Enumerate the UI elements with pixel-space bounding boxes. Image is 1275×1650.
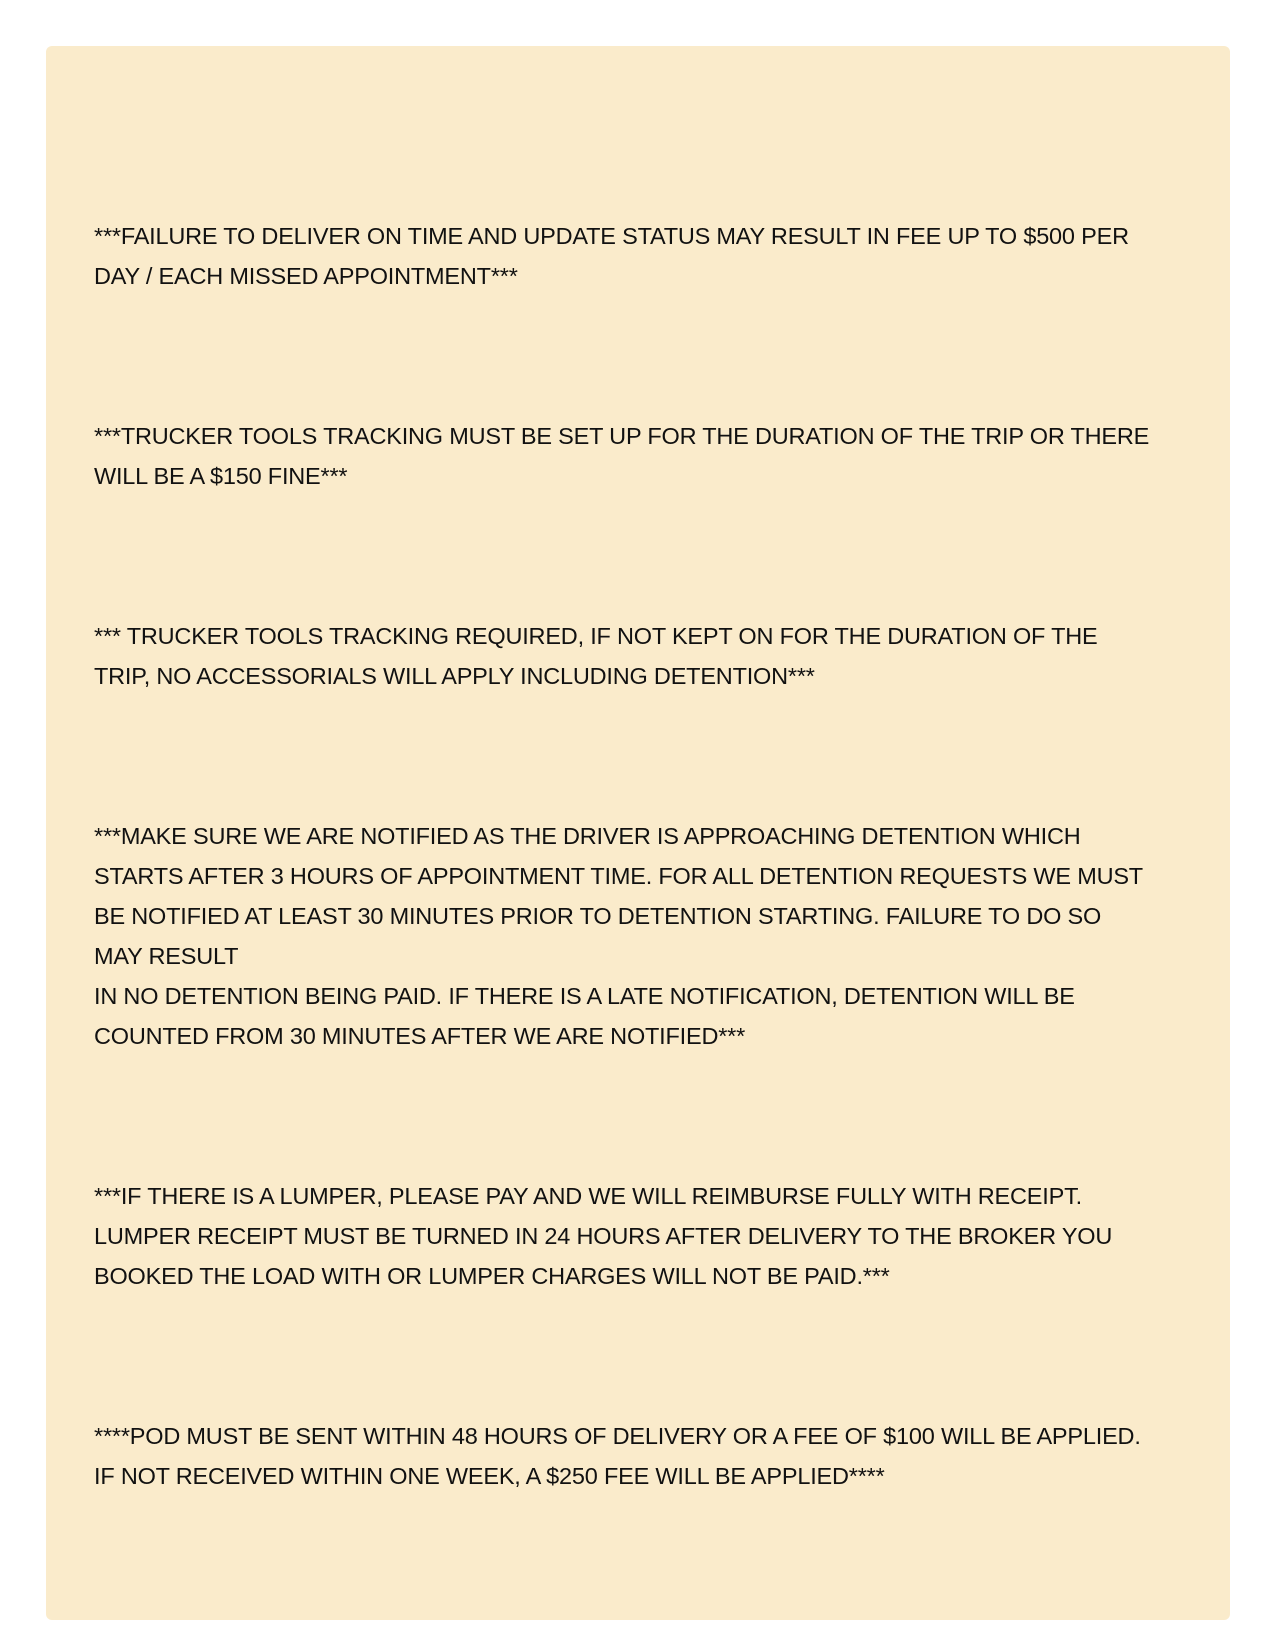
notice-line: ****POD MUST BE SENT WITHIN 48 HOURS OF DELIVERY OR A FEE OF $100 WILL BE APPLIED. bbox=[94, 1423, 1141, 1449]
notice-line: ***MAKE SURE WE ARE NOTIFIED AS THE DRIVER IS APPROACHING DETENTION WHICH bbox=[94, 823, 1081, 849]
notice-line: BE NOTIFIED AT LEAST 30 MINUTES PRIOR TO DETENTION STARTING. FAILURE TO DO SO bbox=[94, 903, 1102, 929]
notice-line: DAY / EACH MISSED APPOINTMENT*** bbox=[94, 263, 518, 289]
notice-line: MAY RESULT bbox=[94, 943, 239, 969]
notice-line: *** TRUCKER TOOLS TRACKING REQUIRED, IF NOT KEPT ON FOR THE DURATION OF THE bbox=[94, 623, 1098, 649]
notice-line: STARTS AFTER 3 HOURS OF APPOINTMENT TIME. FOR ALL DETENTION REQUESTS WE MUST bbox=[94, 863, 1143, 889]
late-delivery-fee-notice bbox=[94, 216, 1194, 296]
pod-fee-notice bbox=[94, 1416, 1194, 1496]
notice-line: ***TRUCKER TOOLS TRACKING MUST BE SET UP FOR THE DURATION OF THE TRIP OR THERE bbox=[94, 423, 1150, 449]
notice-line: TRIP, NO ACCESSORIALS WILL APPLY INCLUDING DETENTION*** bbox=[94, 663, 815, 689]
notice-line: COUNTED FROM 30 MINUTES AFTER WE ARE NOTIFIED*** bbox=[94, 1023, 746, 1049]
notice-line: IF NOT RECEIVED WITHIN ONE WEEK, A $250 FEE WILL BE APPLIED**** bbox=[94, 1463, 885, 1489]
lumper-receipt-notice bbox=[94, 1176, 1194, 1296]
notice-line: LUMPER RECEIPT MUST BE TURNED IN 24 HOURS AFTER DELIVERY TO THE BROKER YOU bbox=[94, 1223, 1113, 1249]
notice-line: WILL BE A $150 FINE*** bbox=[94, 463, 348, 489]
notice-line: ***IF THERE IS A LUMPER, PLEASE PAY AND WE WILL REIMBURSE FULLY WITH RECEIPT. bbox=[94, 1183, 1082, 1209]
notice-panel bbox=[46, 46, 1230, 1620]
notice-line: IN NO DETENTION BEING PAID. IF THERE IS A LATE NOTIFICATION, DETENTION WILL BE bbox=[94, 983, 1075, 1009]
notice-line: BOOKED THE LOAD WITH OR LUMPER CHARGES WILL NOT BE PAID.*** bbox=[94, 1263, 890, 1289]
detention-notification-notice bbox=[94, 816, 1194, 1056]
tracking-accessorials-notice bbox=[94, 616, 1194, 696]
tracking-fine-notice bbox=[94, 416, 1194, 496]
notice-line: ***FAILURE TO DELIVER ON TIME AND UPDATE STATUS MAY RESULT IN FEE UP TO $500 PER bbox=[94, 223, 1129, 249]
